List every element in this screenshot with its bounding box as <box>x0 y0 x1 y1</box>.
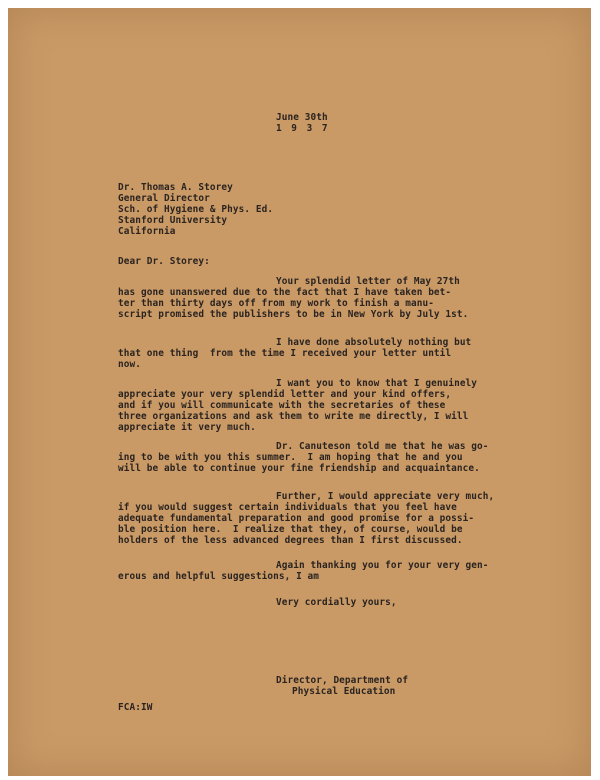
body-line: three organizations and ask them to write me directly, I will <box>118 411 469 422</box>
body-line: Again thanking you for your very gen- <box>276 560 489 571</box>
body-line: I have done absolutely nothing but <box>276 337 472 348</box>
body-line: script promised the publishers to be in New York by July 1st. <box>118 309 469 320</box>
signature-title: Director, Department of <box>276 675 409 686</box>
date-line: June 30th <box>276 112 328 123</box>
salutation: Dear Dr. Storey: <box>118 256 210 267</box>
body-line: ter than thirty days off from my work to finish a manu- <box>118 298 434 309</box>
body-line: appreciate your very splendid letter and your kind offers, <box>118 389 452 400</box>
body-line: erous and helpful suggestions, I am <box>118 571 320 582</box>
date-year: 1 9 3 7 <box>276 123 330 134</box>
body-line: if you would suggest certain individuals that you feel have <box>118 502 457 513</box>
body-line: and if you will communicate with the secretaries of these <box>118 400 446 411</box>
address-line: Sch. of Hygiene & Phys. Ed. <box>118 204 274 215</box>
initials: FCA:IW <box>118 702 153 713</box>
body-line: adequate fundamental preparation and good promise for a possi- <box>118 513 475 524</box>
body-line: ing to be with you this summer. I am hoping that he and you <box>118 452 463 463</box>
address-line: California <box>118 226 176 237</box>
body-line: ble position here. I realize that they, of course, would be <box>118 524 463 535</box>
body-line: Further, I would appreciate very much, <box>276 491 495 502</box>
closing: Very cordially yours, <box>276 597 397 608</box>
body-line: that one thing from the time I received your letter until <box>118 348 452 359</box>
body-line: holders of the less advanced degrees than I first discussed. <box>118 535 463 546</box>
body-line: Dr. Canuteson told me that he was go- <box>276 441 489 452</box>
body-line: appreciate it very much. <box>118 422 256 433</box>
body-line: has gone unanswered due to the fact that I have taken bet- <box>118 287 452 298</box>
address-line: Stanford University <box>118 215 228 226</box>
address-line: General Director <box>118 193 210 204</box>
body-line: I want you to know that I genuinely <box>276 378 478 389</box>
signature-department: Physical Education <box>292 686 396 697</box>
address-line: Dr. Thomas A. Storey <box>118 182 233 193</box>
body-line: now. <box>118 359 141 370</box>
body-line: will be able to continue your fine friendship and acquaintance. <box>118 463 480 474</box>
body-line: Your splendid letter of May 27th <box>276 276 460 287</box>
